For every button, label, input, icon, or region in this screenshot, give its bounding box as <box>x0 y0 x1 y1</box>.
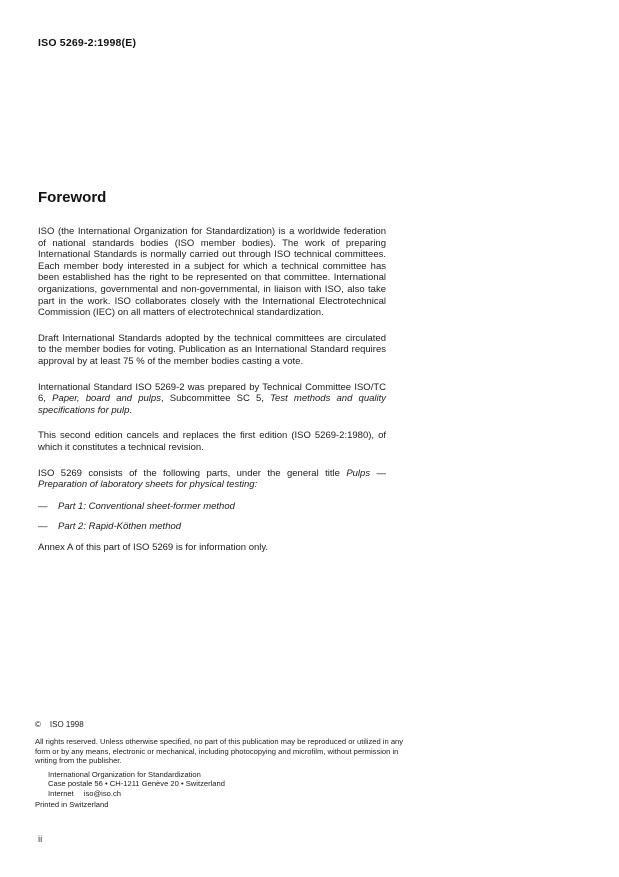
part-1-label: Part 1: Conventional sheet-former method <box>58 500 235 512</box>
foreword-heading: Foreword <box>38 189 107 206</box>
publisher-internet-line <box>48 789 425 799</box>
publisher-address-block <box>48 770 425 799</box>
printed-in-line: Printed in Switzerland <box>35 799 109 809</box>
rights-statement: All rights reserved. Unless otherwise specified, no part of this publication may be reproduced or utilized in any form or by any means, electronic or mechanical, including photocopying and microfilm, without permission in writing from the publisher. <box>35 737 404 766</box>
foreword-paragraph-5: ISO 5269 consists of the following parts, under the general title Pulps — Preparation of laboratory sheets for physical testing: <box>38 467 386 491</box>
page-number: ii <box>38 834 43 845</box>
copyright-line <box>35 720 425 729</box>
internet-email: iso@iso.ch <box>83 788 122 798</box>
foreword-paragraph-4: This second edition cancels and replaces the first edition (ISO 5269-2:1980), of which it constitutes a technical revision. <box>38 430 386 453</box>
foreword-paragraph-6: Annex A of this part of ISO 5269 is for information only. <box>38 541 269 553</box>
copyright-footer <box>35 720 425 809</box>
copyright-symbol: © <box>35 720 41 729</box>
foreword-section <box>38 189 386 567</box>
list-dash: — <box>38 500 48 512</box>
internet-label: Internet <box>48 788 74 798</box>
publisher-name: International Organization for Standardization <box>48 769 201 779</box>
list-dash: — <box>38 521 48 533</box>
copyright-year: ISO 1998 <box>49 720 84 729</box>
foreword-paragraph-3: International Standard ISO 5269-2 was prepared by Technical Committee ISO/TC 6, Paper, board and pulps, Subcommittee SC 5, Test methods and quality specifications for pulp. <box>38 381 386 416</box>
foreword-paragraph-1: ISO (the International Organization for Standardization) is a worldwide federation of national standards bodies (ISO member bodies). The work of preparing International Standards is normally carried out through ISO technical committees. Each member body interested in a subject for which a technical committee has been established has the right to be represented on that committee. International organizations, governmental and non-governmental, in liaison with ISO, also take part in the work. ISO collaborates closely with the International Electrotechnical Commission (IEC) on all matters of electrotechnical standardization. <box>38 226 386 319</box>
parts-list <box>38 501 386 533</box>
part-2-label: Part 2: Rapid-Köthen method <box>58 521 182 533</box>
foreword-paragraph-2: Draft International Standards adopted by the technical committees are circulated to the member bodies for voting. Publication as an International Standard requires approval by at least 75 % of the member bodies casting a vote. <box>38 332 386 367</box>
document-reference: ISO 5269-2:1998(E) <box>38 37 137 49</box>
list-item-part-1 <box>38 501 386 513</box>
list-item-part-2 <box>38 521 386 533</box>
publisher-address: Case postale 56 • CH-1211 Genève 20 • Switzerland <box>48 779 225 789</box>
